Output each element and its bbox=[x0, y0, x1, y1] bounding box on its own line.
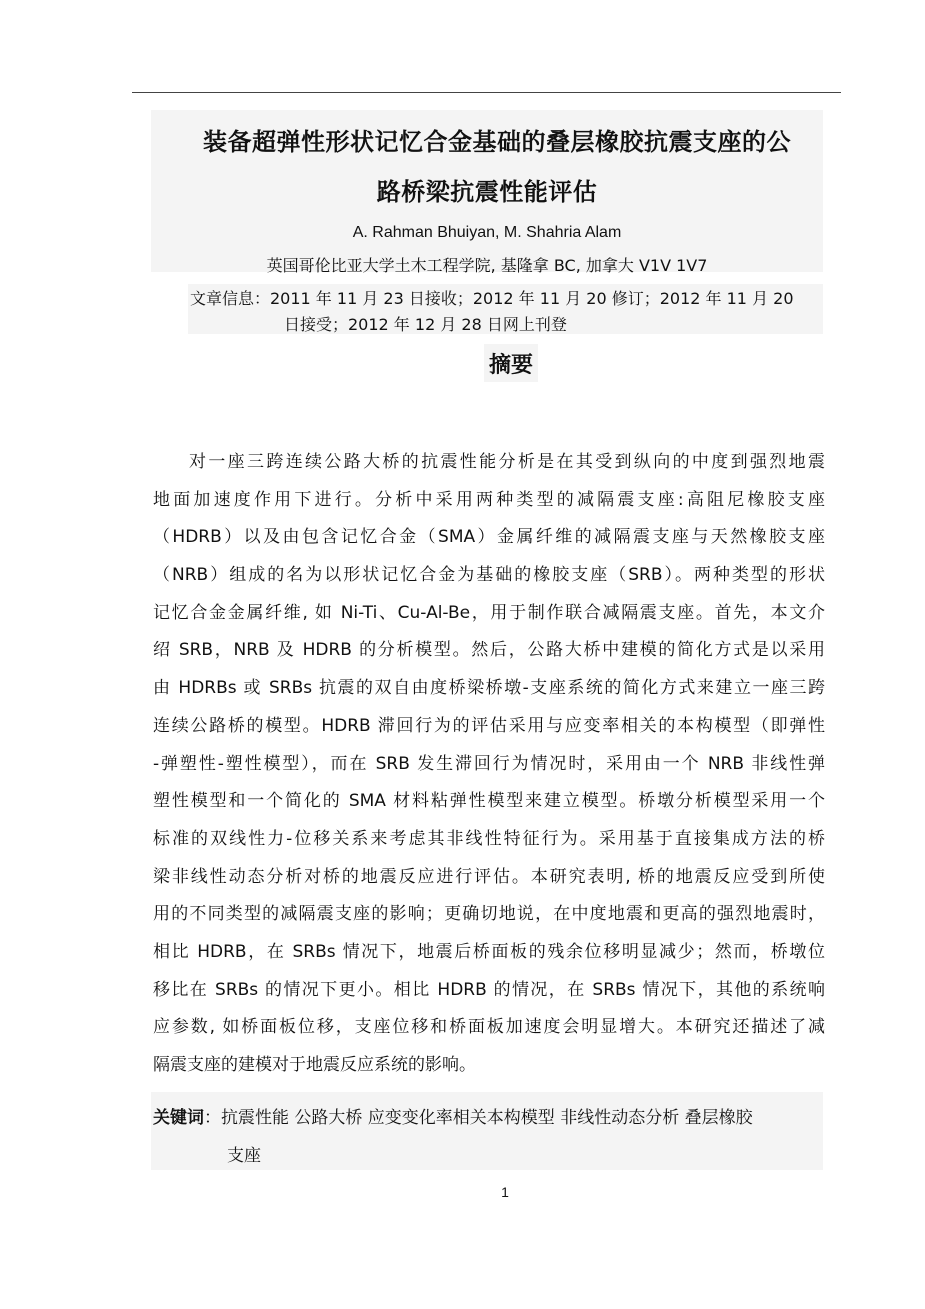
article-info-line-2: 日接受；2012 年 12 月 28 日网上刊登 bbox=[284, 315, 567, 334]
abstract-line: -弹塑性-塑性模型），而在 SRB 发生滞回行为情况时，采用由一个 NRB 非线性弹 bbox=[153, 753, 825, 774]
keywords-line-2: 支座 bbox=[227, 1146, 261, 1166]
abstract-line: 对一座三跨连续公路大桥的抗震性能分析是在其受到纵向的中度到强烈地震 bbox=[189, 452, 825, 472]
abstract-line: 由 HDRBs 或 SRBs 抗震的双自由度桥梁桥墩-支座系统的简化方式来建立一座三跨 bbox=[153, 678, 825, 699]
abstract-line: （NRB）组成的名为以形状记忆合金为基础的橡胶支座（SRB）。两种类型的形状 bbox=[153, 565, 825, 586]
abstract-line: （HDRB）以及由包含记忆合金（SMA）金属纤维的减隔震支座与天然橡胶支座 bbox=[153, 527, 825, 548]
abstract-line: 相比 HDRB，在 SRBs 情况下，地震后桥面板的残余位移明显减少；然而，桥墩位 bbox=[153, 941, 825, 962]
abstract-line: 地面加速度作用下进行。分析中采用两种类型的减隔震支座:高阻尼橡胶支座 bbox=[153, 489, 825, 510]
abstract-line: 塑性模型和一个简化的 SMA 材料粘弹性模型来建立模型。桥墩分析模型采用一个 bbox=[153, 791, 825, 812]
abstract-body bbox=[153, 448, 825, 1089]
abstract-line: 记忆合金金属纤维, 如 Ni-Ti、Cu-Al-Be，用于制作联合减隔震支座。首先，本文介 bbox=[153, 602, 825, 623]
abstract-line: 标准的双线性力-位移关系来考虑其非线性特征行为。采用基于直接集成方法的桥 bbox=[153, 828, 825, 849]
header-rule bbox=[132, 92, 841, 93]
article-info-line-1: 文章信息：2011 年 11 月 23 日接收；2012 年 11 月 20 修订；2012 年 11 月 20 bbox=[190, 289, 794, 308]
abstract-line: 移比在 SRBs 的情况下更小。相比 HDRB 的情况，在 SRBs 情况下，其他的系统响 bbox=[153, 979, 825, 1000]
paper-title-line-1: 装备超弹性形状记忆合金基础的叠层橡胶抗震支座的公 bbox=[203, 128, 791, 156]
page-number: 1 bbox=[501, 1184, 509, 1200]
authors: A. Rahman Bhuiyan, M. Shahria Alam bbox=[352, 224, 622, 241]
affiliation: 英国哥伦比亚大学土木工程学院, 基隆拿 BC, 加拿大 V1V 1V7 bbox=[266, 256, 708, 275]
abstract-line: 隔震支座的建模对于地震反应系统的影响。 bbox=[153, 1055, 476, 1075]
keywords-label: 关键词 bbox=[153, 1108, 204, 1128]
abstract-heading: 摘要 bbox=[488, 353, 533, 378]
abstract-line: 连续公路桥的模型。HDRB 滞回行为的评估采用与应变率相关的本构模型（即弹性 bbox=[153, 715, 825, 736]
keywords-line-1 bbox=[153, 1103, 823, 1128]
abstract-line: 应参数, 如桥面板位移，支座位移和桥面板加速度会明显增大。本研究还描述了减 bbox=[153, 1017, 825, 1038]
abstract-line: 绍 SRB，NRB 及 HDRB 的分析模型。然后，公路大桥中建模的简化方式是以采用 bbox=[153, 640, 825, 661]
abstract-line: 梁非线性动态分析对桥的地震反应进行评估。本研究表明, 桥的地震反应受到所使 bbox=[153, 866, 825, 887]
abstract-line: 用的不同类型的减隔震支座的影响；更确切地说，在中度地震和更高的强烈地震时， bbox=[153, 904, 825, 925]
paper-title-line-2: 路桥梁抗震性能评估 bbox=[376, 178, 598, 206]
keywords-text: ：抗震性能 公路大桥 应变变化率相关本构模型 非线性动态分析 叠层橡胶 bbox=[204, 1108, 753, 1128]
